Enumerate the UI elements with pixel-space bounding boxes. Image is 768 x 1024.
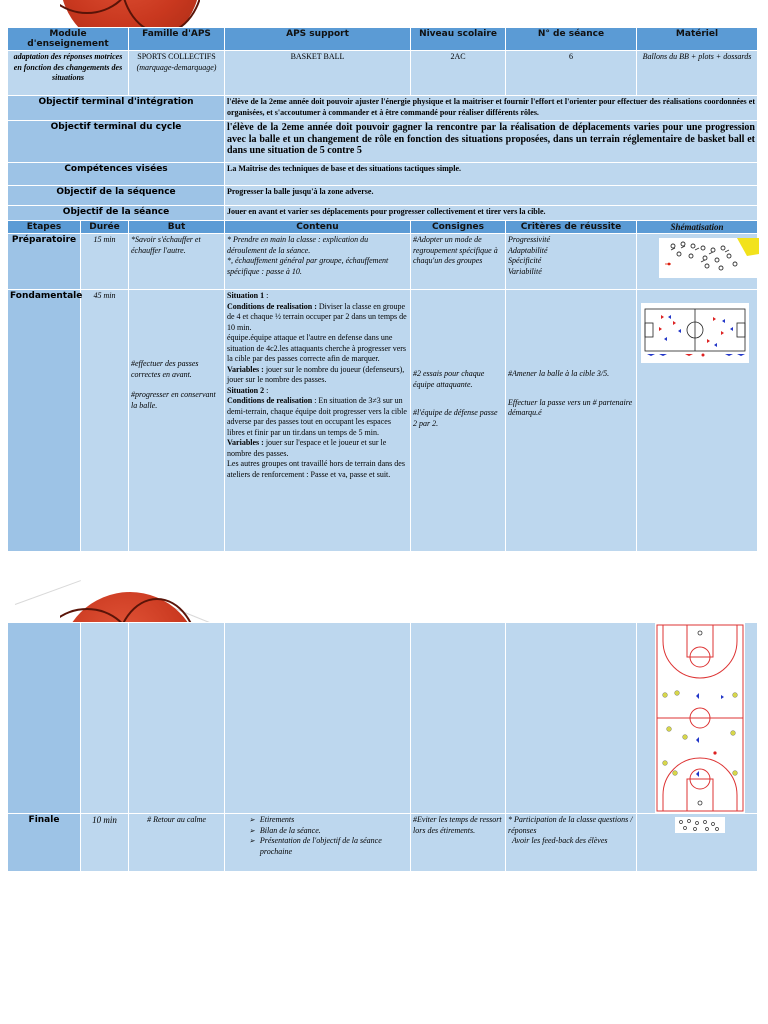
situation-2-title: Situation 2 [227, 385, 265, 395]
fond-but-2: #progresser en conservant la balle. [131, 390, 216, 410]
col-consignes: Consignes [411, 221, 506, 234]
arrow-bullet-icon: ➢ [249, 826, 255, 835]
empty-cell [506, 623, 637, 814]
fond-duree: 45 min [81, 290, 129, 552]
finale-but: # Retour au calme [129, 814, 225, 872]
prep-contenu [225, 234, 411, 290]
basketball-logo [60, 592, 200, 622]
critere-item: Variabilité [508, 266, 542, 276]
objective-text: La Maîtrise des techniques de base et des situations tactiques simple. [225, 163, 758, 186]
module-value: adaptation des réponses motrices en fonction des changements des situations [8, 51, 129, 96]
col-contenu: Contenu [225, 221, 411, 234]
finale-schema [637, 814, 758, 872]
arrow-bullet-icon: ➢ [249, 816, 255, 824]
col-but: But [129, 221, 225, 234]
fond-contenu [225, 290, 411, 552]
finale-criteres [506, 814, 637, 872]
critere-item: Progressivité [508, 235, 551, 244]
fond-consignes [411, 290, 506, 552]
lesson-header-table [7, 27, 758, 552]
prep-but: *Savoir s'échauffer et échauffer l'autre. [129, 234, 225, 290]
empty-cell [81, 623, 129, 814]
situation-1-text: équipe.équipe attaque et l'autre en defense dans une situation de 4c2.les attaquants cherche à progresser vers la cible par des passes correcte afin de marquer. [227, 333, 407, 363]
empty-cell [411, 623, 506, 814]
prep-contenu-2: *, échauffement général par groupe, échauffement spécifique : passe à 10. [227, 256, 389, 276]
objective-text: l'élève de la 2eme année doit pouvoir gagner la rencontre par la réalisation de déplacements varies pour une progression avec la balle et un changement de rôle en fonction des situations proposées, dans un terrain réglementaire de basket ball et dans une situation de 5 contre 5 [225, 121, 758, 163]
objective-label: Objectif terminal d'intégration [8, 96, 225, 121]
fond-but [129, 290, 225, 552]
players-formation-sketch [659, 238, 759, 278]
variables-label: Variables : [227, 438, 264, 447]
conditions-label: Conditions de realisation : [227, 301, 317, 311]
aps-value: BASKET BALL [225, 51, 411, 96]
finale-contenu-item: Présentation de l'objectif de la séance prochaine [259, 836, 382, 856]
list-item [227, 826, 408, 837]
situation-2-variables: jouer sur l'espace et le joueur et sur le nombre des passes. [227, 438, 387, 458]
situation-1-title: Situation 1 [227, 291, 265, 300]
basketball-court-diagram [655, 623, 745, 813]
situation-2-conditions: : En situation de 3≠3 sur un demi-terrain, chaque équipe doit progresser vers la cible adverse par des passes tout en occupant les espaces libres et finir par un tir.dans un temps de 5 min. [227, 396, 407, 437]
header-module: Module d'enseignement [8, 28, 129, 51]
prep-duree: 15 min [81, 234, 129, 290]
situation-1-conditions: Diviser la classe en groupe de 4 et chaque ½ terrain occuper par 2 dans un temps de 10 min. [227, 301, 407, 332]
stage-preparatoire: Préparatoire [8, 234, 81, 290]
col-etapes: Etapes [8, 221, 81, 234]
header-aps: APS support [225, 28, 411, 51]
players-formation-sketch [675, 817, 725, 833]
fond-but-1: #effectuer des passes correctes en avant. [131, 359, 199, 379]
list-item [227, 836, 408, 857]
conditions-label: Conditions de realisation [227, 396, 313, 405]
fond-schema [637, 290, 758, 552]
court-schema-cell [637, 623, 758, 814]
objective-text: Jouer en avant et varier ses déplacements pour progresser collectivement et tirer vers la cible. [225, 206, 758, 221]
fond-criteres [506, 290, 637, 552]
finale-critere-2: Avoir les feed-back des élèves [512, 836, 608, 845]
col-schema: Shématisation [637, 221, 758, 234]
basketball-logo [60, 0, 200, 28]
objective-label: Objectif terminal du cycle [8, 121, 225, 163]
stage-continued [8, 623, 81, 814]
arrow-bullet-icon: ➢ [249, 837, 255, 845]
niveau-value: 2AC [411, 51, 506, 96]
empty-cell [225, 623, 411, 814]
stage-finale: Finale [8, 814, 81, 872]
fond-critere-1: #Amener la balle à la cible 3/5. [508, 369, 610, 378]
fond-critere-2: Effectuer la passe vers un # partenaire démarqu.é [508, 397, 633, 417]
prep-consignes: #Adopter un mode de regroupement spécifique à chaqu'un des groupes [411, 234, 506, 290]
header-famille: Famille d'APS [129, 28, 225, 51]
situation-2-colon: : [264, 385, 269, 395]
materiel-value: Ballons du BB + plots + dossards [637, 51, 758, 96]
prep-contenu-1: * Prendre en main la classe : explication du déroulement de la séance. [227, 235, 369, 255]
critere-item: Spécificité [508, 256, 542, 265]
seance-value: 6 [506, 51, 637, 96]
prep-schema [637, 234, 758, 290]
finale-contenu [225, 814, 411, 872]
objective-text: Progresser la balle jusqu'à la zone adverse. [225, 186, 758, 206]
situation-1-colon: : [264, 291, 269, 300]
objective-label: Objectif de la séquence [8, 186, 225, 206]
situation-2-end: Les autres groupes ont travaillé hors de terrain dans des ateliers de renforcement : Passe et va, passe et suit. [227, 459, 405, 479]
list-item [227, 815, 408, 826]
finale-contenu-item: Etirements [259, 815, 295, 824]
header-seance: N° de séance [506, 28, 637, 51]
fond-consigne-1: #2 essais pour chaque équipe attaquante. [413, 369, 485, 389]
prep-criteres [506, 234, 637, 290]
variables-label: Variables : [227, 364, 264, 374]
finale-contenu-item: Bilan de la séance. [259, 825, 321, 835]
header-materiel: Matériel [637, 28, 758, 51]
famille-line-2: (marquage-demarquage) [136, 62, 217, 72]
col-duree: Durée [81, 221, 129, 234]
famille-line-1: SPORTS COLLECTIFS [137, 52, 216, 61]
famille-value [129, 51, 225, 96]
finale-critere-1: * Participation de la classe questions / réponses [508, 815, 633, 835]
empty-cell [129, 623, 225, 814]
critere-item: Adaptabilité [508, 245, 548, 255]
finale-duree: 10 min [81, 814, 129, 872]
objective-text: l'élève de la 2eme année doit pouvoir ajuster l'énergie physique et la maitriser et fournir l'effort et l'orienter pour effectuer des réalisations coordonnées et organisées, et s'accoutumer à commander et à être commandé pour réaliser différents rôles. [225, 96, 758, 121]
stage-fondamentale: Fondamentale [8, 290, 81, 552]
objective-label: Objectif de la séance [8, 206, 225, 221]
finale-consignes: #Eviter les temps de ressort lors des étirements. [411, 814, 506, 872]
basketball-court-diagram [641, 303, 749, 363]
lesson-continuation-table [7, 622, 758, 872]
col-criteres: Critères de réussite [506, 221, 637, 234]
objective-label: Compétences visées [8, 163, 225, 186]
situation-1-variables: jouer sur le nombre du joueur (defenseurs), jouer sur le nombre des passes. [227, 364, 405, 384]
header-niveau: Niveau scolaire [411, 28, 506, 51]
fond-consigne-2: #l'équipe de défense passe 2 par 2. [413, 408, 498, 428]
